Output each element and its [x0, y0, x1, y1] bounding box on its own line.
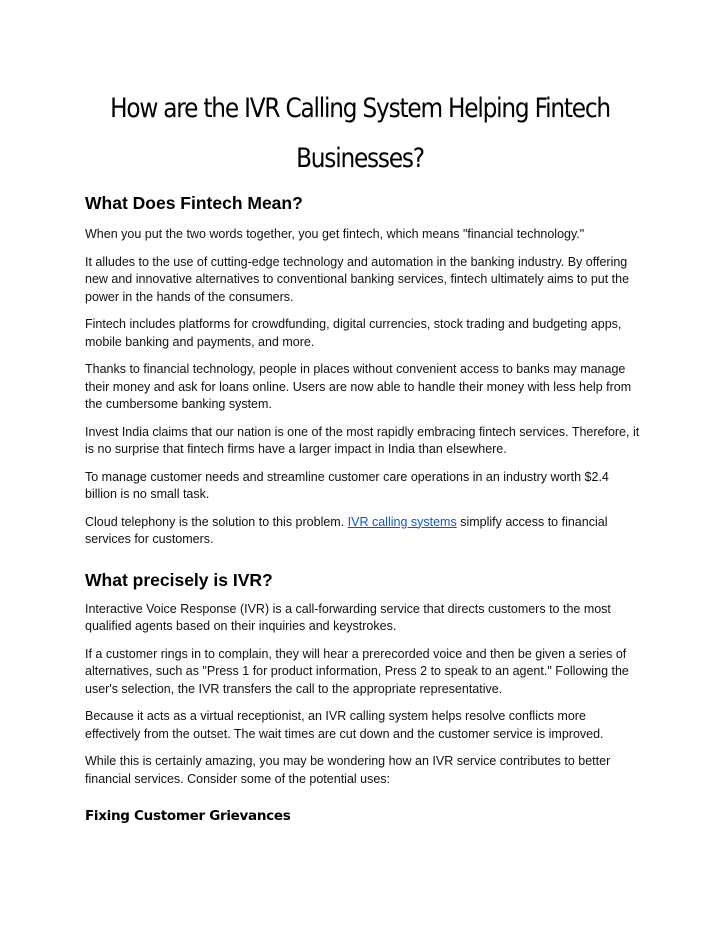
document-body [85, 192, 640, 826]
paragraph: Interactive Voice Response (IVR) is a call-forwarding service that directs customers to the most qualified agents based on their inquiries and keystrokes. [85, 601, 611, 633]
ivr-calling-systems-link[interactable]: IVR calling systems [347, 514, 457, 529]
paragraph: It alludes to the use of cutting-edge technology and automation in the banking industry. By offering new and innovative alternatives to conventional banking services, fintech ultimately aims to put the power in the hands of the consumers. [85, 254, 630, 304]
title-line-2: Businesses? [296, 143, 424, 174]
paragraph: When you put the two words together, you get fintech, which means "financial technology." [85, 227, 585, 241]
paragraph: To manage customer needs and streamline customer care operations in an industry worth $2.4 billion is no small task. [85, 469, 609, 501]
paragraph: Fintech includes platforms for crowdfunding, digital currencies, stock trading and budgeting apps, mobile banking and payments, and more. [85, 317, 622, 349]
title-line-1: How are the IVR Calling System Helping Fintech [110, 93, 610, 124]
document-title [102, 84, 618, 184]
paragraph: While this is certainly amazing, you may be wondering how an IVR service contributes to better financial services. Consider some of the potential uses: [85, 754, 611, 786]
section-heading-fintech: What Does Fintech Mean? [85, 193, 303, 213]
paragraph: Invest India claims that our nation is one of the most rapidly embracing fintech services. Therefore, it is no surprise that fintech firms have a larger impact in India than elsewhere. [85, 424, 640, 456]
paragraph: Thanks to financial technology, people in places without convenient access to banks may manage their money and ask for loans online. Users are now able to handle their money with less help from the cumbersome banking system. [85, 362, 632, 411]
paragraph-text: simplify access to financial services for customers. [85, 514, 608, 546]
subsection-heading-grievances: Fixing Customer Grievances [85, 808, 291, 824]
paragraph: If a customer rings in to complain, they will hear a prerecorded voice and then be given a series of alternatives, such as "Press 1 for product information, Press 2 to speak to an agent." Following the user's selection, the IVR transfers the call to the appropriate representative. [85, 646, 629, 696]
paragraph: Because it acts as a virtual receptionist, an IVR calling system helps resolve conflicts more effectively from the outset. The wait times are cut down and the customer service is improved. [85, 709, 604, 741]
section-heading-ivr: What precisely is IVR? [85, 569, 273, 590]
paragraph-with-link [85, 514, 640, 549]
paragraph-text: Cloud telephony is the solution to this problem. [85, 514, 348, 529]
